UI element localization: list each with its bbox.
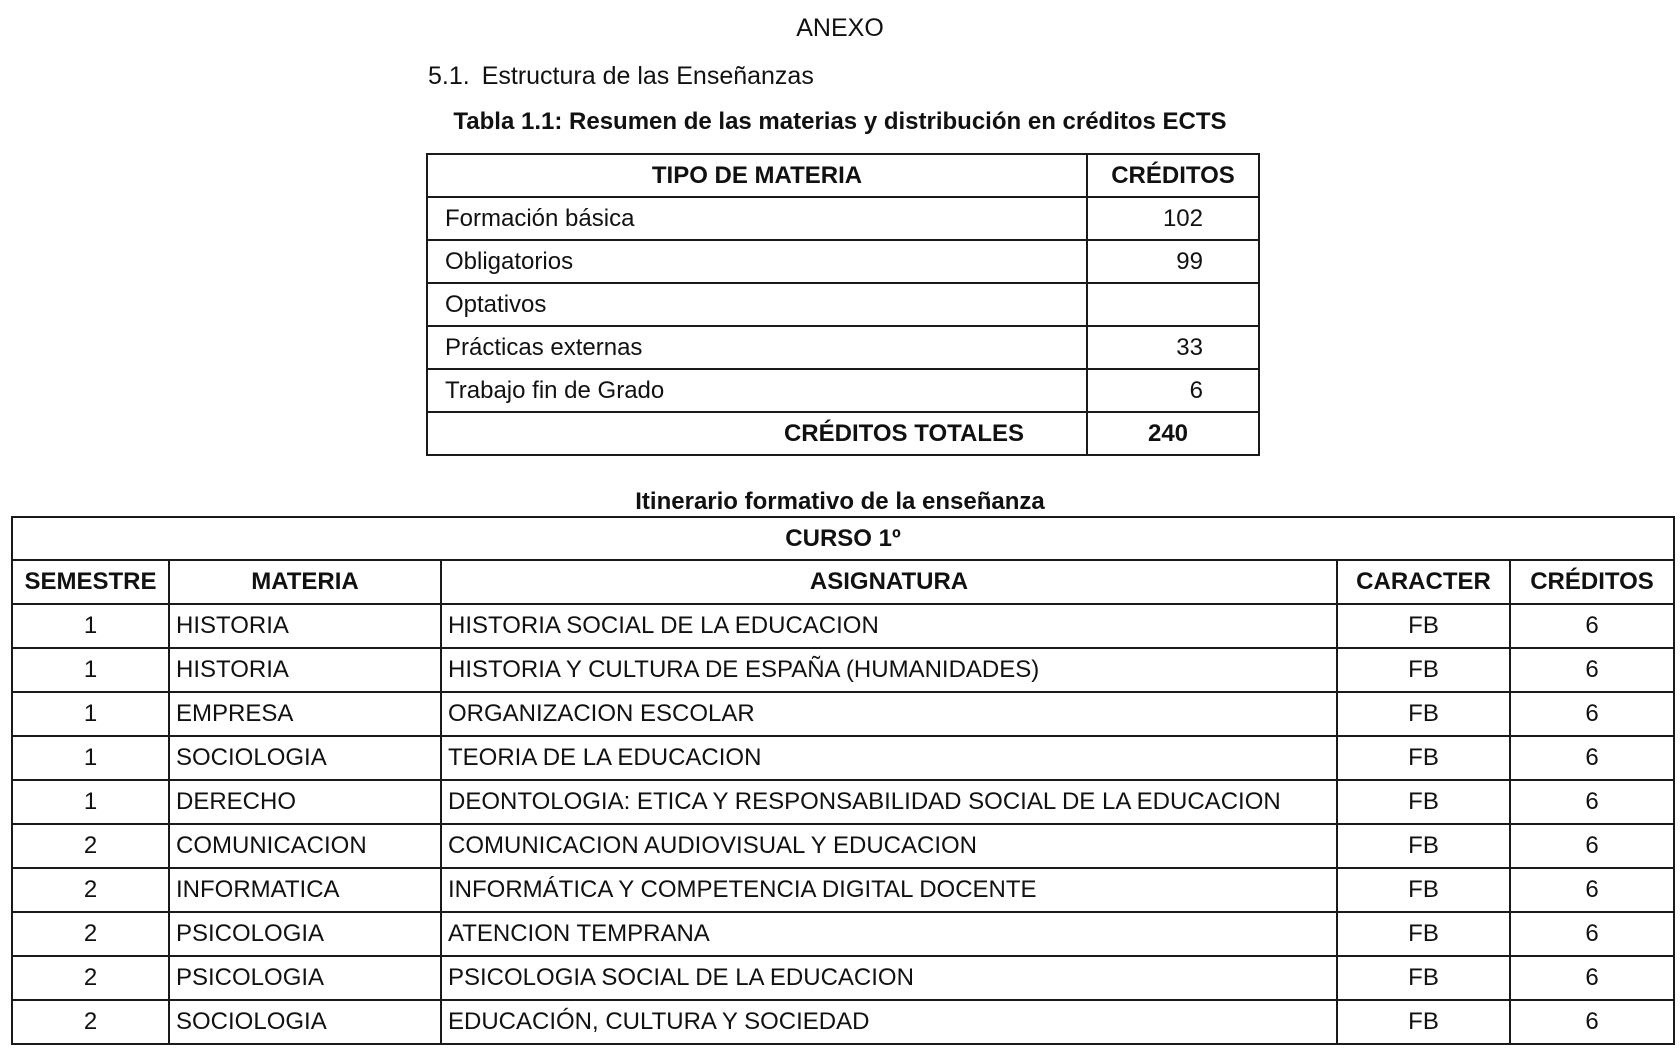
semestre-cell: 1 [12, 736, 169, 780]
materia-cell: DERECHO [169, 780, 441, 824]
creditos-cell: 6 [1510, 1000, 1674, 1044]
course-title: CURSO 1º [12, 517, 1674, 560]
asignatura-cell: TEORIA DE LA EDUCACION [441, 736, 1337, 780]
table-row [12, 956, 1674, 1000]
caracter-cell: FB [1337, 604, 1510, 648]
itinerary-header-row [12, 560, 1674, 604]
caracter-cell: FB [1337, 648, 1510, 692]
table-row [12, 912, 1674, 956]
caracter-cell: FB [1337, 780, 1510, 824]
section-heading [428, 62, 814, 91]
header-tipo-materia: TIPO DE MATERIA [427, 154, 1087, 197]
materia-type: Obligatorios [427, 240, 1087, 283]
summary-row [427, 283, 1259, 326]
asignatura-cell: ORGANIZACION ESCOLAR [441, 692, 1337, 736]
semestre-cell: 1 [12, 604, 169, 648]
asignatura-cell: EDUCACIÓN, CULTURA Y SOCIEDAD [441, 1000, 1337, 1044]
header-semestre: SEMESTRE [12, 560, 169, 604]
semestre-cell: 2 [12, 824, 169, 868]
creditos-cell: 6 [1510, 692, 1674, 736]
caracter-cell: FB [1337, 824, 1510, 868]
materia-credits [1087, 283, 1259, 326]
table-row [12, 824, 1674, 868]
materia-credits: 33 [1087, 326, 1259, 369]
itinerary-table [11, 516, 1675, 1045]
materia-credits: 6 [1087, 369, 1259, 412]
creditos-cell: 6 [1510, 780, 1674, 824]
table-row [12, 604, 1674, 648]
asignatura-cell: DEONTOLOGIA: ETICA Y RESPONSABILIDAD SOCIAL DE LA EDUCACION [441, 780, 1337, 824]
header-creditos: CRÉDITOS [1510, 560, 1674, 604]
asignatura-cell: ATENCION TEMPRANA [441, 912, 1337, 956]
materia-cell: COMUNICACION [169, 824, 441, 868]
creditos-cell: 6 [1510, 824, 1674, 868]
asignatura-cell: PSICOLOGIA SOCIAL DE LA EDUCACION [441, 956, 1337, 1000]
creditos-cell: 6 [1510, 648, 1674, 692]
total-credits-value: 240 [1087, 412, 1259, 455]
semestre-cell: 2 [12, 912, 169, 956]
caracter-cell: FB [1337, 692, 1510, 736]
total-credits-label: CRÉDITOS TOTALES [427, 412, 1087, 455]
materia-credits: 99 [1087, 240, 1259, 283]
creditos-cell: 6 [1510, 736, 1674, 780]
materia-type: Formación básica [427, 197, 1087, 240]
table-row [12, 868, 1674, 912]
caracter-cell: FB [1337, 868, 1510, 912]
table-row [12, 780, 1674, 824]
header-materia: MATERIA [169, 560, 441, 604]
semestre-cell: 1 [12, 780, 169, 824]
materia-credits: 102 [1087, 197, 1259, 240]
materia-cell: HISTORIA [169, 604, 441, 648]
materia-cell: INFORMATICA [169, 868, 441, 912]
semestre-cell: 2 [12, 956, 169, 1000]
itinerary-title: Itinerario formativo de la enseñanza [635, 488, 1045, 515]
summary-row [427, 326, 1259, 369]
table-row [12, 692, 1674, 736]
summary-row [427, 369, 1259, 412]
materia-cell: PSICOLOGIA [169, 956, 441, 1000]
materia-cell: SOCIOLOGIA [169, 1000, 441, 1044]
caracter-cell: FB [1337, 912, 1510, 956]
semestre-cell: 1 [12, 692, 169, 736]
asignatura-cell: INFORMÁTICA Y COMPETENCIA DIGITAL DOCENTE [441, 868, 1337, 912]
creditos-cell: 6 [1510, 868, 1674, 912]
asignatura-cell: HISTORIA Y CULTURA DE ESPAÑA (HUMANIDADES) [441, 648, 1337, 692]
materia-cell: SOCIOLOGIA [169, 736, 441, 780]
materia-cell: PSICOLOGIA [169, 912, 441, 956]
caracter-cell: FB [1337, 736, 1510, 780]
summary-row [427, 240, 1259, 283]
section-title: Estructura de las Enseñanzas [481, 62, 814, 90]
creditos-cell: 6 [1510, 956, 1674, 1000]
materia-cell: HISTORIA [169, 648, 441, 692]
caracter-cell: FB [1337, 1000, 1510, 1044]
course-row [12, 517, 1674, 560]
semestre-cell: 2 [12, 868, 169, 912]
annex-title: ANEXO [796, 14, 884, 42]
creditos-cell: 6 [1510, 912, 1674, 956]
summary-header-row [427, 154, 1259, 197]
materia-type: Prácticas externas [427, 326, 1087, 369]
section-number: 5.1. [428, 62, 470, 90]
header-caracter: CARACTER [1337, 560, 1510, 604]
table-row [12, 736, 1674, 780]
asignatura-cell: COMUNICACION AUDIOVISUAL Y EDUCACION [441, 824, 1337, 868]
semestre-cell: 1 [12, 648, 169, 692]
summary-table-caption: Tabla 1.1: Resumen de las materias y distribución en créditos ECTS [453, 108, 1227, 135]
summary-row [427, 197, 1259, 240]
table-row [12, 648, 1674, 692]
materia-type: Trabajo fin de Grado [427, 369, 1087, 412]
table-row [12, 1000, 1674, 1044]
summary-table [426, 153, 1260, 456]
header-asignatura: ASIGNATURA [441, 560, 1337, 604]
header-creditos: CRÉDITOS [1087, 154, 1259, 197]
summary-total-row [427, 412, 1259, 455]
materia-cell: EMPRESA [169, 692, 441, 736]
creditos-cell: 6 [1510, 604, 1674, 648]
caracter-cell: FB [1337, 956, 1510, 1000]
asignatura-cell: HISTORIA SOCIAL DE LA EDUCACION [441, 604, 1337, 648]
materia-type: Optativos [427, 283, 1087, 326]
semestre-cell: 2 [12, 1000, 169, 1044]
